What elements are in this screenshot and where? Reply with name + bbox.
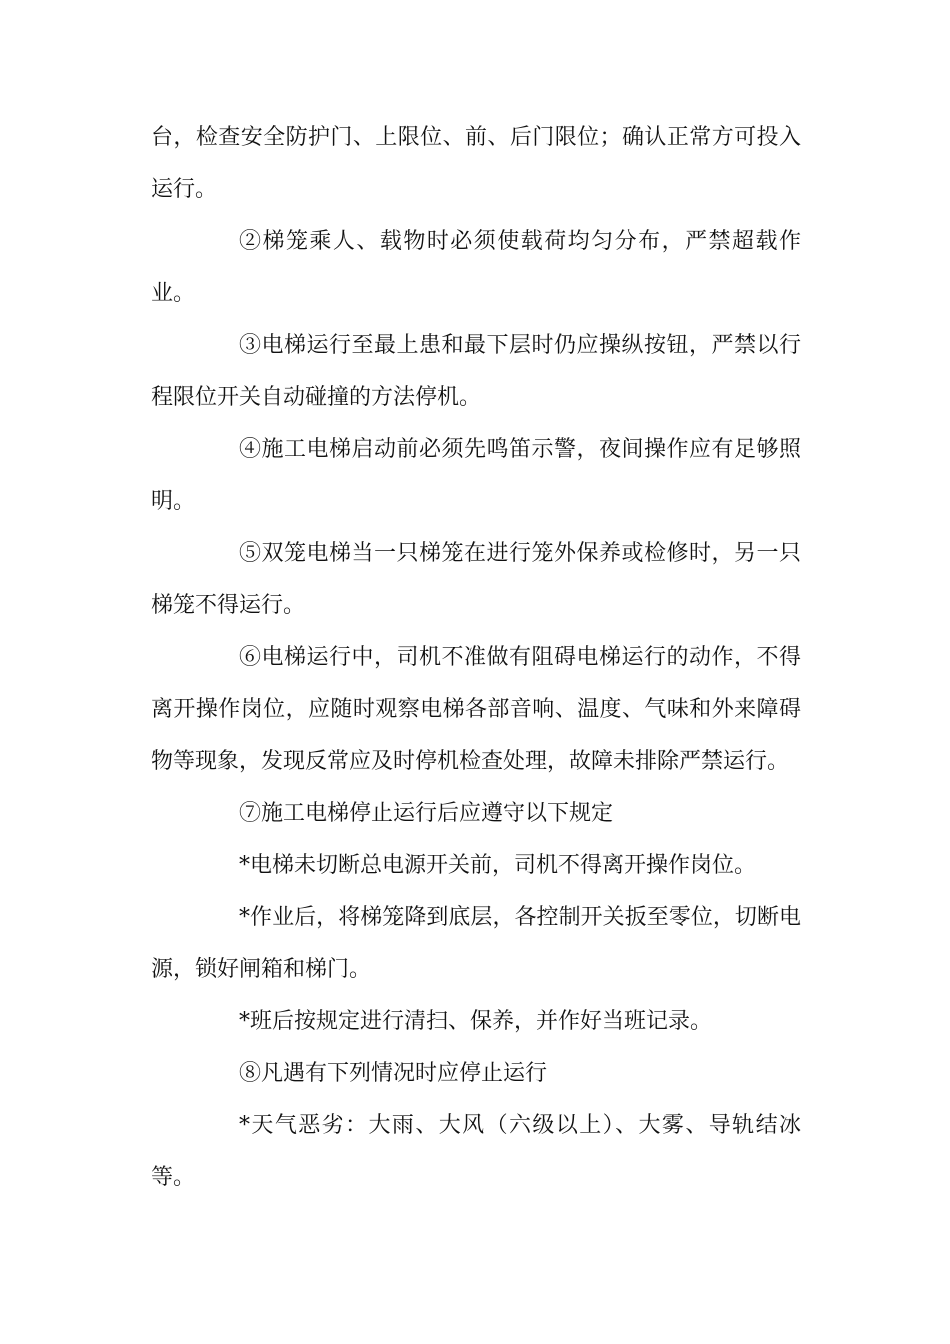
paragraph-item-2: ②梯笼乘人、载物时必须使载荷均匀分布，严禁超载作业。 [151, 229, 801, 306]
paragraph-item-6: ⑥电梯运行中，司机不准做有阻碍电梯运行的动作，不得离开操作岗位，应随时观察电梯各部音响、温度、气味和外来障碍物等现象，发现反常应及时停机检查处理，故障未排除严禁运行。 [151, 645, 801, 774]
paragraph-item-5: ⑤双笼电梯当一只梯笼在进行笼外保养或检修时，另一只梯笼不得运行。 [151, 541, 801, 618]
paragraph-continuation: 台，检查安全防护门、上限位、前、后门限位；确认正常方可投入运行。 [151, 125, 801, 202]
paragraph-item-3: ③电梯运行至最上患和最下层时仍应操纵按钮，严禁以行程限位开关自动碰撞的方法停机。 [151, 333, 801, 410]
document-body [151, 112, 801, 1204]
paragraph-rule-after-work: *作业后，将梯笼降到底层，各控制开关扳至零位，切断电源，锁好闸箱和梯门。 [151, 905, 801, 982]
paragraph-rule-cleaning: *班后按规定进行清扫、保养，并作好当班记录。 [239, 1009, 713, 1034]
paragraph-rule-power: *电梯未切断总电源开关前，司机不得离开操作岗位。 [239, 853, 757, 878]
paragraph-item-7: ⑦施工电梯停止运行后应遵守以下规定 [239, 801, 614, 826]
paragraph-item-4: ④施工电梯启动前必须先鸣笛示警，夜间操作应有足够照明。 [151, 437, 801, 514]
paragraph-item-8: ⑧凡遇有下列情况时应停止运行 [239, 1061, 548, 1086]
paragraph-rule-weather: *天气恶劣：大雨、大风（六级以上）、大雾、导轨结冰等。 [151, 1113, 801, 1190]
